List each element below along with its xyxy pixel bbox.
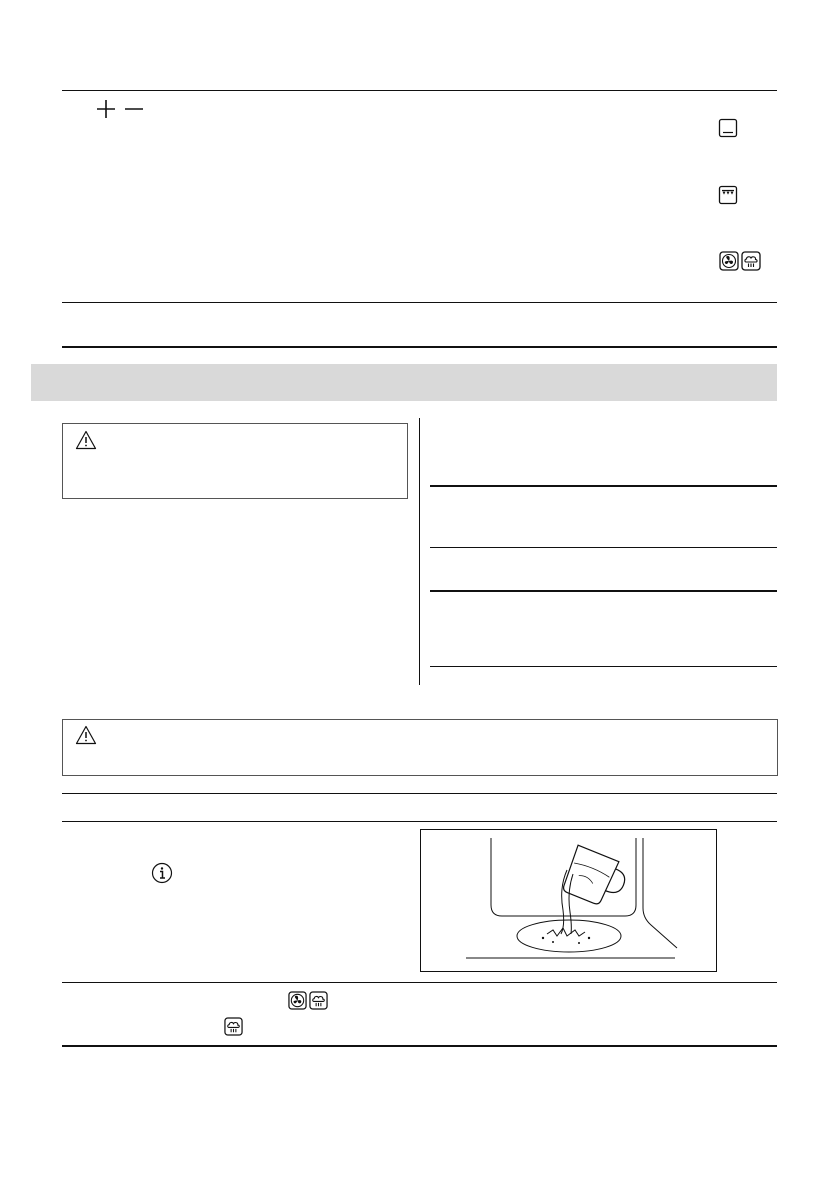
warning-box-wide (62, 719, 778, 776)
warning-icon (75, 725, 97, 745)
oven-icon (718, 118, 738, 138)
warning-icon (75, 430, 97, 450)
plus-icon (96, 99, 116, 119)
fan-icon (288, 991, 307, 1010)
steam-icon (224, 1017, 243, 1036)
oven-grill-icon (718, 185, 738, 205)
right-table-divider-1 (430, 547, 777, 548)
table-divider (62, 302, 777, 303)
right-table-top-rule (430, 485, 777, 487)
section-heading-band (31, 364, 777, 401)
pouring-water-illustration (420, 829, 717, 972)
steps-table-rule-2 (62, 821, 777, 822)
steps-table-bottom-rule (62, 1045, 777, 1047)
right-table-top-rule-2 (430, 590, 777, 592)
fan-steam-icons-inline (288, 991, 328, 1010)
minus-icon (124, 99, 144, 119)
fan-icon (719, 251, 739, 271)
fan-steam-icons (719, 251, 761, 271)
warning-box (62, 423, 408, 499)
steps-table-top-rule (62, 793, 777, 794)
column-divider (419, 418, 420, 685)
steps-table-rule-3 (62, 982, 777, 983)
table-bottom-rule (62, 346, 777, 348)
right-table-bottom-rule (430, 666, 777, 667)
steam-icon (741, 251, 761, 271)
info-icon (151, 862, 173, 884)
top-table-rule (62, 90, 777, 91)
steam-icon (309, 991, 328, 1010)
